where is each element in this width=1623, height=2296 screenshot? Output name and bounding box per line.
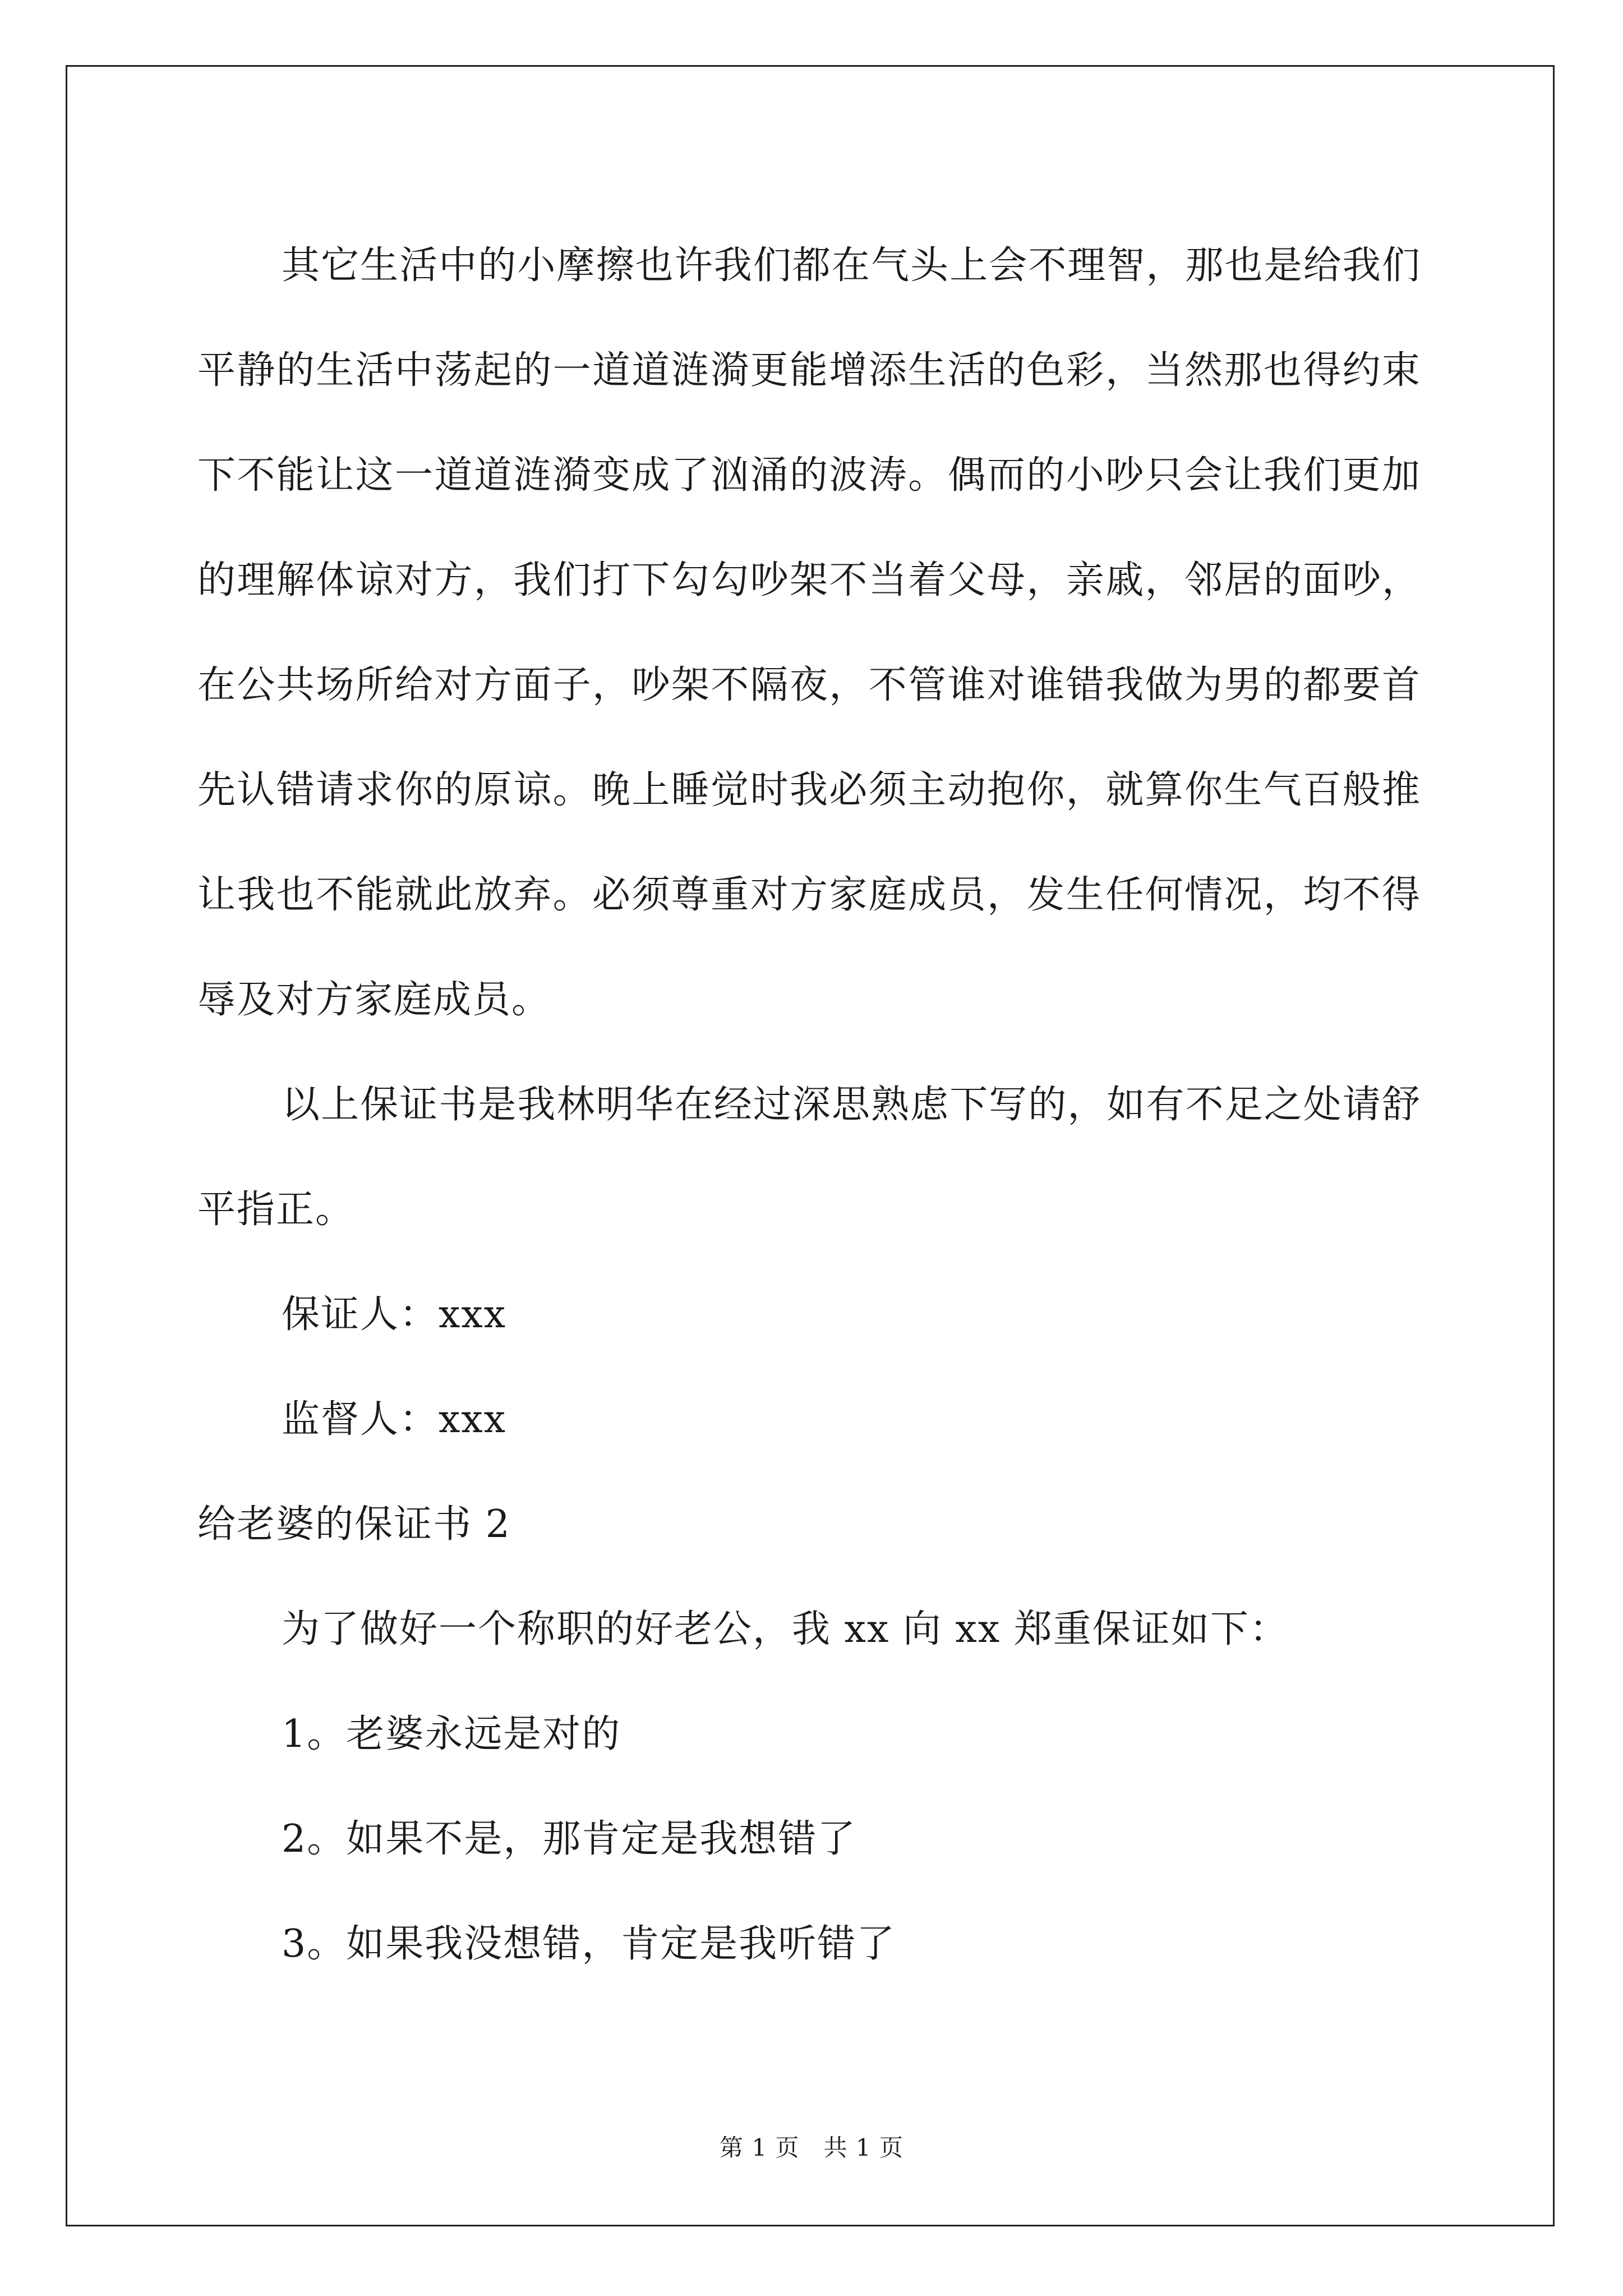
section-title: 给老婆的保证书 2 xyxy=(197,1502,511,1547)
footer-gap xyxy=(799,2134,823,2161)
guarantor-line: 保证人：xxx xyxy=(282,1292,507,1337)
list-item-2: 2。如果不是，那肯定是我想错了 xyxy=(282,1817,857,1861)
page-total: 共 1 页 xyxy=(823,2134,903,2161)
page-footer xyxy=(0,2129,1623,2163)
document-body xyxy=(197,213,1421,1996)
list-item-3: 3。如果我没想错，肯定是我听错了 xyxy=(282,1922,896,1966)
body-paragraph-1: 其它生活中的小摩擦也许我们都在气头上会不理智，那也是给我们平静的生活中荡起的一道道涟漪更能增添生活的色彩，当然那也得约束下不能让这一道道涟漪变成了汹涌的波涛。偶而的小吵只会让我们更加的理解体谅对方，我们打下勾勾吵架不当着父母，亲戚，邻居的面吵，在公共场所给对方面子，吵架不隔夜，不管谁对谁错我做为男的都要首先认错请求你的原谅。晚上睡觉时我必须主动抱你，就算你生气百般推让我也不能就此放弃。必须尊重对方家庭成员，发生任何情况，均不得辱及对方家庭成员。 xyxy=(197,243,1421,1022)
page-number: 第 1 页 xyxy=(720,2134,800,2161)
body-paragraph-2: 以上保证书是我林明华在经过深思熟虑下写的，如有不足之处请舒平指正。 xyxy=(197,1083,1421,1232)
list-item-1: 1。老婆永远是对的 xyxy=(282,1712,621,1756)
section-intro: 为了做好一个称职的好老公，我 xx 向 xx 郑重保证如下： xyxy=(282,1607,1289,1651)
supervisor-line: 监督人：xxx xyxy=(282,1397,507,1442)
